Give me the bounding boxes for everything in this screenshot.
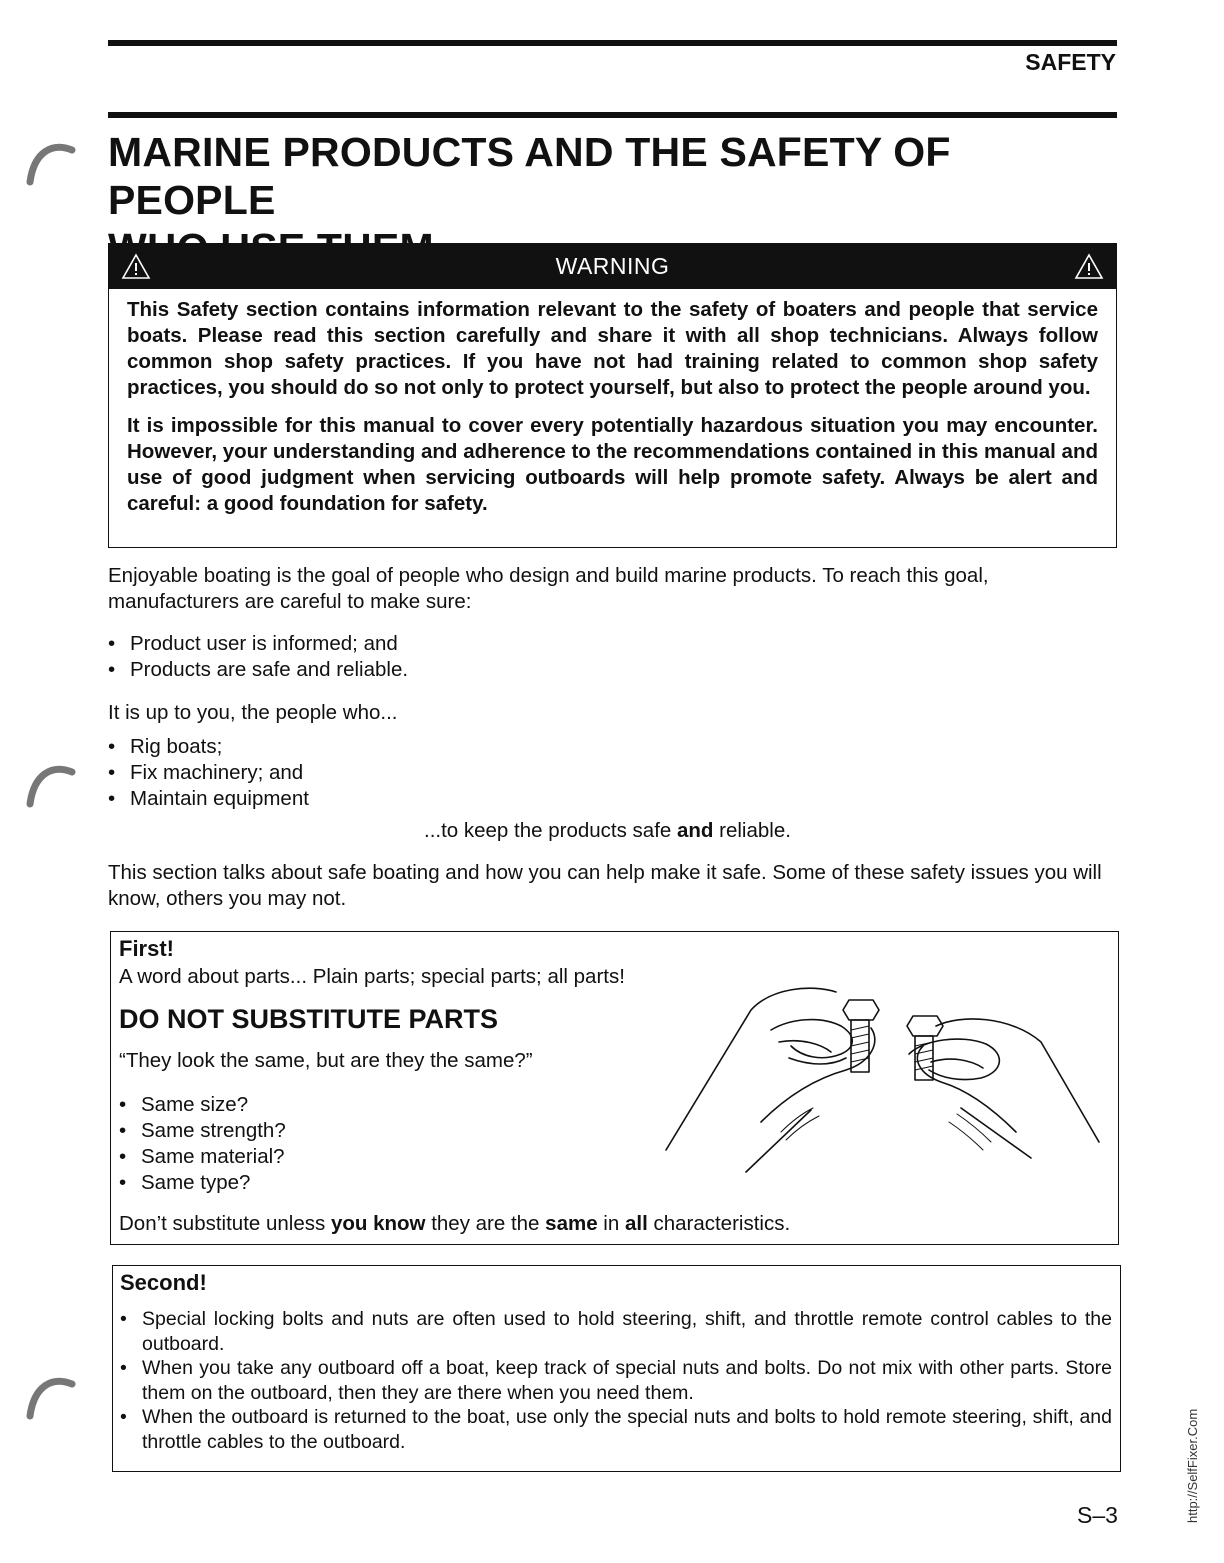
warning-triangle-icon bbox=[1074, 253, 1104, 280]
first-box bbox=[110, 931, 1119, 1245]
list-item: • Same strength? bbox=[119, 1118, 519, 1144]
list-item: • Same type? bbox=[119, 1170, 519, 1196]
list-item: • When you take any outboard off a boat, keep track of special nuts and bolts. Do not mix with other parts. Store them on the outboard, then they are there when you need them. bbox=[120, 1356, 1112, 1405]
watermark-url: http://SelfFixer.Com bbox=[1185, 1408, 1200, 1523]
list-item: • Products are safe and reliable. bbox=[108, 657, 1008, 683]
warning-text bbox=[109, 289, 1116, 517]
list-item: • When the outboard is returned to the boat, use only the special nuts and bolts to hold remote steering, shift, and throttle cables to the outboard. bbox=[120, 1405, 1112, 1454]
warning-paragraph: This Safety section contains information relevant to the safety of boaters and people that service boats. Please read this section carefully and share it with all shop technicians. Always follow common shop safety practices. If you have not had training related to common shop safety practices, you should do so not only to protect yourself, but also to protect the people around you. bbox=[127, 298, 1098, 399]
intro-closing bbox=[424, 818, 791, 844]
list-item: • Fix machinery; and bbox=[108, 760, 1008, 786]
conclusion-emphasis: you know bbox=[330, 1212, 426, 1235]
intro-bullet-list bbox=[108, 734, 1008, 812]
first-conclusion bbox=[119, 1211, 790, 1237]
section-label: SAFETY bbox=[1025, 49, 1116, 75]
first-subtitle: A word about parts... Plain parts; special parts; all parts! bbox=[119, 965, 625, 988]
conclusion-emphasis: same bbox=[545, 1212, 598, 1235]
closing-text: ...to keep the products safe bbox=[424, 819, 677, 842]
list-item: • Product user is informed; and bbox=[108, 631, 1008, 657]
intro-paragraph: Enjoyable boating is the goal of people who design and build marine products. To reach this goal, manufacturers are careful to make sure: bbox=[108, 564, 989, 613]
list-item: • Same material? bbox=[119, 1144, 519, 1170]
first-bullet-list bbox=[119, 1092, 519, 1196]
conclusion-text: in bbox=[597, 1212, 625, 1235]
intro-summary: This section talks about safe boating and how you can help make it safe. Some of these safety issues you will know, others you may not. bbox=[108, 861, 1102, 910]
title-rule bbox=[108, 112, 1117, 118]
first-quote: “They look the same, but are they the same?” bbox=[119, 1049, 533, 1072]
list-item: • Special locking bolts and nuts are often used to hold steering, shift, and throttle remote control cables to the outboard. bbox=[120, 1307, 1112, 1356]
page-title-line1: MARINE PRODUCTS AND THE SAFETY OF PEOPLE bbox=[108, 129, 951, 223]
second-heading: Second! bbox=[120, 1270, 207, 1295]
conclusion-text: Don’t substitute unless bbox=[119, 1212, 331, 1235]
warning-label: WARNING bbox=[555, 253, 670, 279]
warning-paragraph: It is impossible for this manual to cover every potentially hazardous situation you may encounter. However, your understanding and adherence to the recommendations contained in this manual and use of good judgment when servicing outboards will help promote safety. Always be alert and careful: a good foundation for safety. bbox=[127, 414, 1098, 515]
hands-comparing-bolts-illustration bbox=[661, 982, 1101, 1182]
binder-hole-mark bbox=[22, 138, 82, 198]
list-item: • Rig boats; bbox=[108, 734, 1008, 760]
conclusion-text: they are the bbox=[425, 1212, 546, 1235]
conclusion-emphasis: all bbox=[624, 1212, 648, 1235]
first-title: DO NOT SUBSTITUTE PARTS bbox=[119, 1004, 499, 1034]
binder-hole-mark bbox=[22, 760, 82, 820]
second-bullet-list bbox=[120, 1307, 1112, 1454]
binder-hole-mark bbox=[22, 1372, 82, 1432]
second-box bbox=[112, 1265, 1121, 1472]
page-number: S–3 bbox=[1077, 1502, 1118, 1528]
first-heading: First! bbox=[119, 936, 174, 961]
warning-header bbox=[109, 244, 1116, 289]
conclusion-text: characteristics. bbox=[647, 1212, 791, 1235]
list-item: • Same size? bbox=[119, 1092, 519, 1118]
intro-bullet-list bbox=[108, 631, 1008, 683]
header-rule bbox=[108, 40, 1117, 46]
closing-emphasis: and bbox=[677, 819, 714, 842]
list-item: • Maintain equipment bbox=[108, 786, 1008, 812]
closing-text: reliable. bbox=[713, 819, 791, 842]
warning-box bbox=[108, 243, 1117, 548]
intro-lead: It is up to you, the people who... bbox=[108, 701, 398, 724]
